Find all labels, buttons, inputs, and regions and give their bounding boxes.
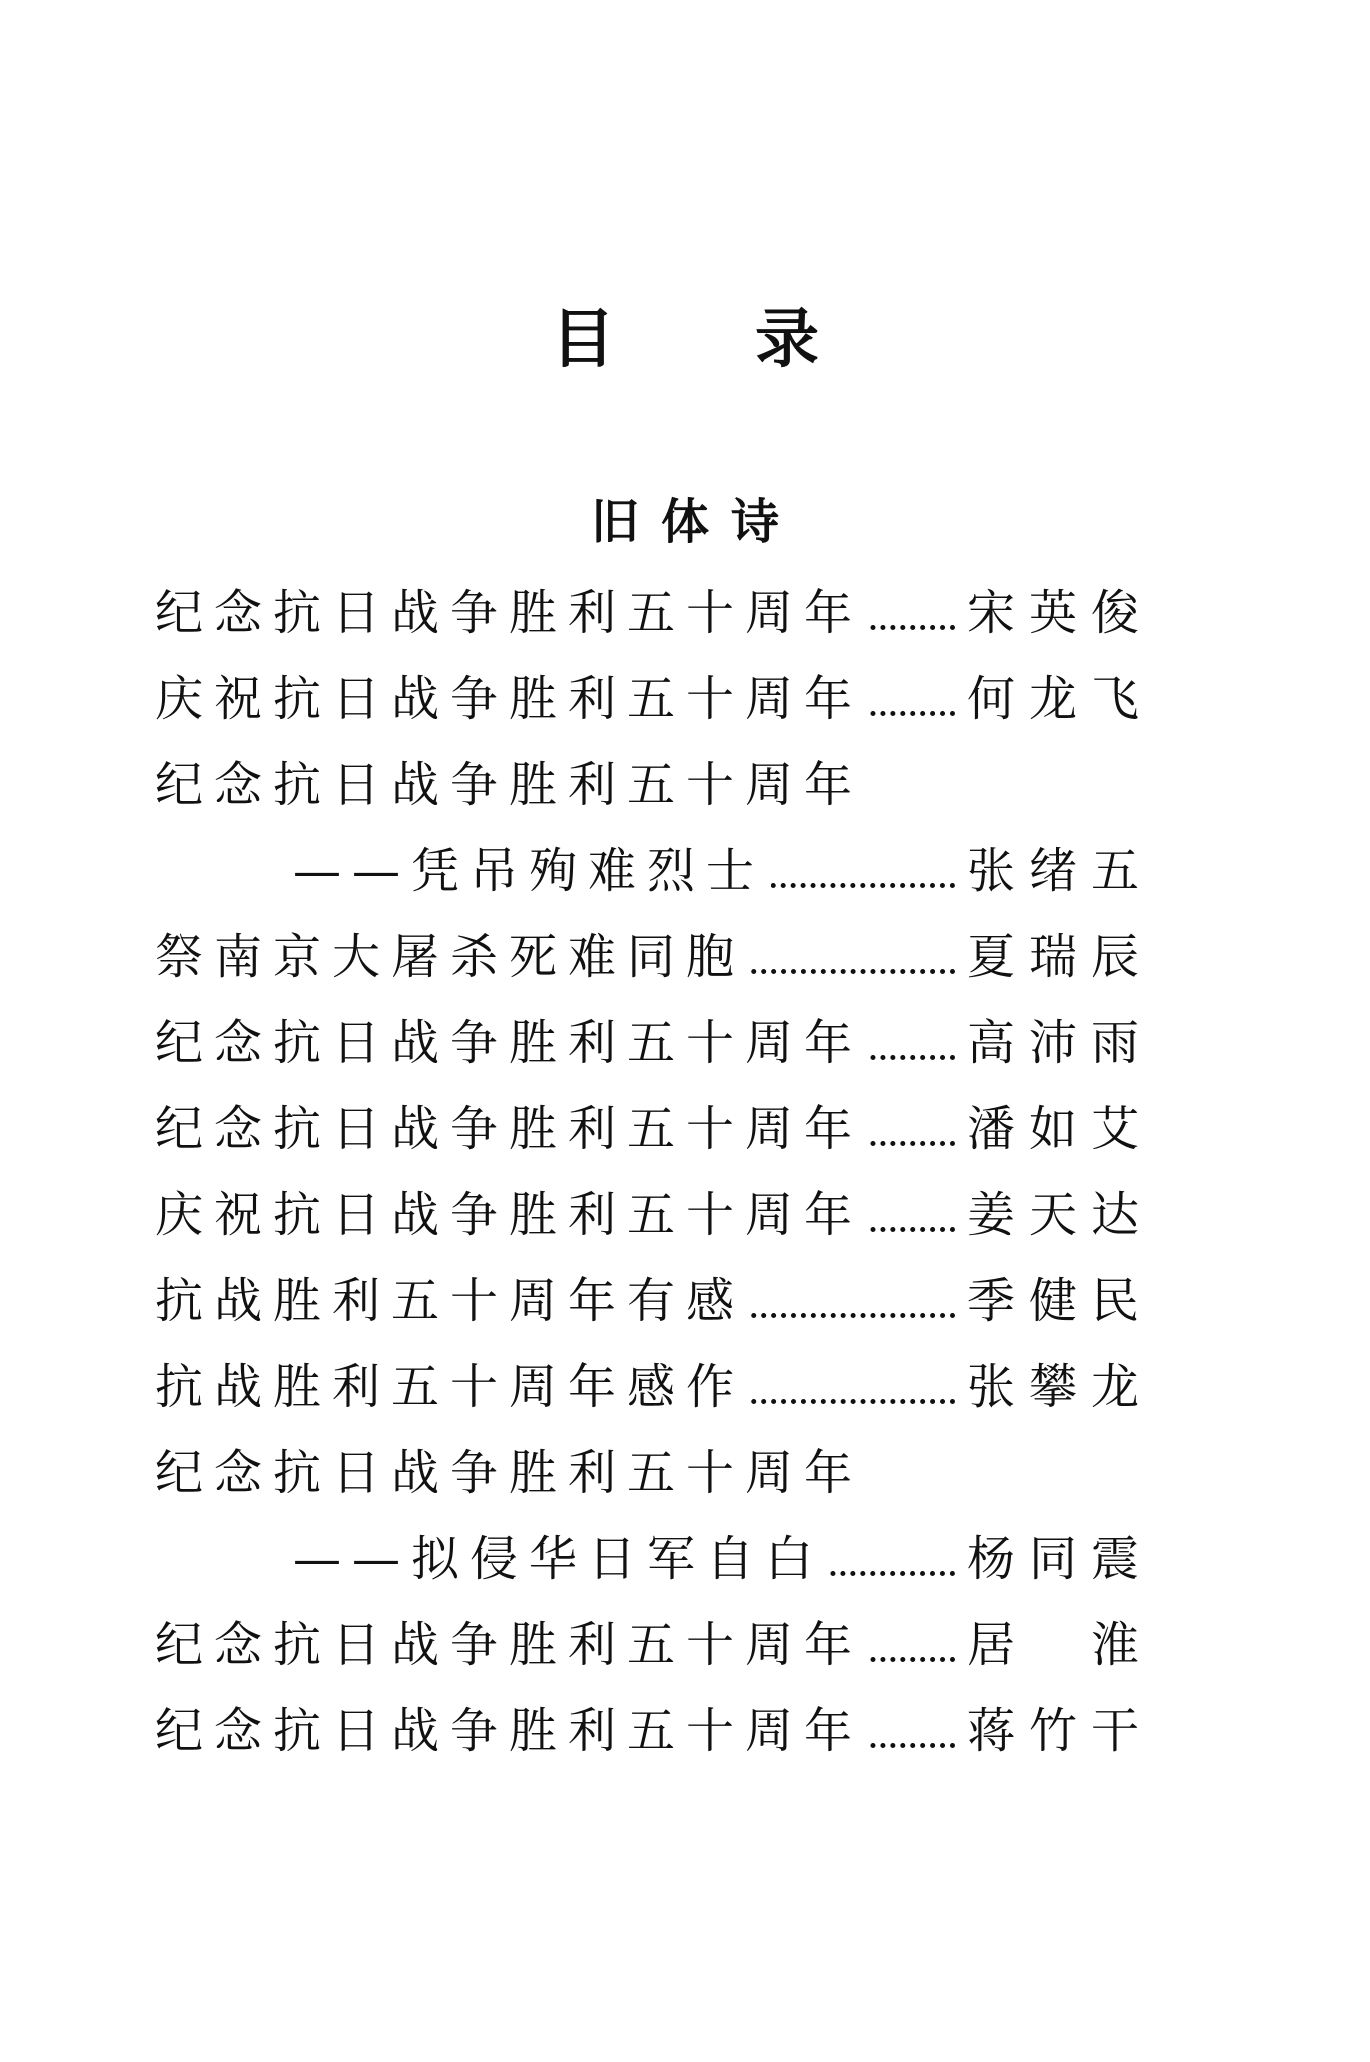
toc-entry: [155, 656, 1225, 742]
entry-author: 潘如艾: [955, 1086, 1277, 1172]
toc-entry-title-line: [155, 1430, 1225, 1516]
toc-entry: [155, 828, 1225, 914]
entry-author: 蒋竹干: [955, 1688, 1277, 1774]
table-of-contents: [155, 570, 1225, 1774]
toc-entry-title-line: [155, 742, 1225, 828]
entry-title: 庆祝抗日战争胜利五十周年: [155, 671, 869, 727]
toc-entry: [155, 1258, 1225, 1344]
entry-subtitle: ——拟侵华日军自白: [293, 1531, 830, 1587]
toc-entry: [155, 1344, 1225, 1430]
toc-entry: [155, 1688, 1225, 1774]
entry-title: 纪念抗日战争胜利五十周年: [155, 1445, 869, 1501]
entry-author: 宋英俊: [955, 570, 1277, 656]
toc-entry: [155, 570, 1225, 656]
toc-entry: [155, 1172, 1225, 1258]
entry-author: 张攀龙: [955, 1344, 1277, 1430]
entry-author: 高沛雨: [955, 1000, 1277, 1086]
toc-entry: [155, 1516, 1225, 1602]
entry-title: 纪念抗日战争胜利五十周年: [155, 1101, 869, 1157]
entry-author: 何龙飞: [955, 656, 1277, 742]
entry-title: 纪念抗日战争胜利五十周年: [155, 1703, 869, 1759]
toc-entry: [155, 1000, 1225, 1086]
toc-entry: [155, 914, 1225, 1000]
entry-title: 纪念抗日战争胜利五十周年: [155, 585, 869, 641]
section-heading: 旧体诗: [590, 494, 801, 550]
entry-author: 居 淮: [955, 1602, 1277, 1688]
entry-author: 夏瑞辰: [955, 914, 1277, 1000]
entry-title: 祭南京大屠杀死难同胞: [155, 929, 751, 985]
entry-author: 张绪五: [955, 828, 1277, 914]
entry-title: 纪念抗日战争胜利五十周年: [155, 757, 869, 813]
entry-title: 纪念抗日战争胜利五十周年: [155, 1617, 869, 1673]
page-title: 目录: [551, 303, 959, 377]
toc-entry: [155, 1086, 1225, 1172]
toc-entry: [155, 1602, 1225, 1688]
entry-title: 抗战胜利五十周年有感: [155, 1273, 751, 1329]
entry-author: 姜天达: [955, 1172, 1277, 1258]
entry-author: 季健民: [955, 1258, 1277, 1344]
entry-title: 纪念抗日战争胜利五十周年: [155, 1015, 869, 1071]
entry-title: 抗战胜利五十周年感作: [155, 1359, 751, 1415]
entry-title: 庆祝抗日战争胜利五十周年: [155, 1187, 869, 1243]
entry-subtitle: ——凭吊殉难烈士: [293, 843, 771, 899]
entry-author: 杨同震: [955, 1516, 1277, 1602]
